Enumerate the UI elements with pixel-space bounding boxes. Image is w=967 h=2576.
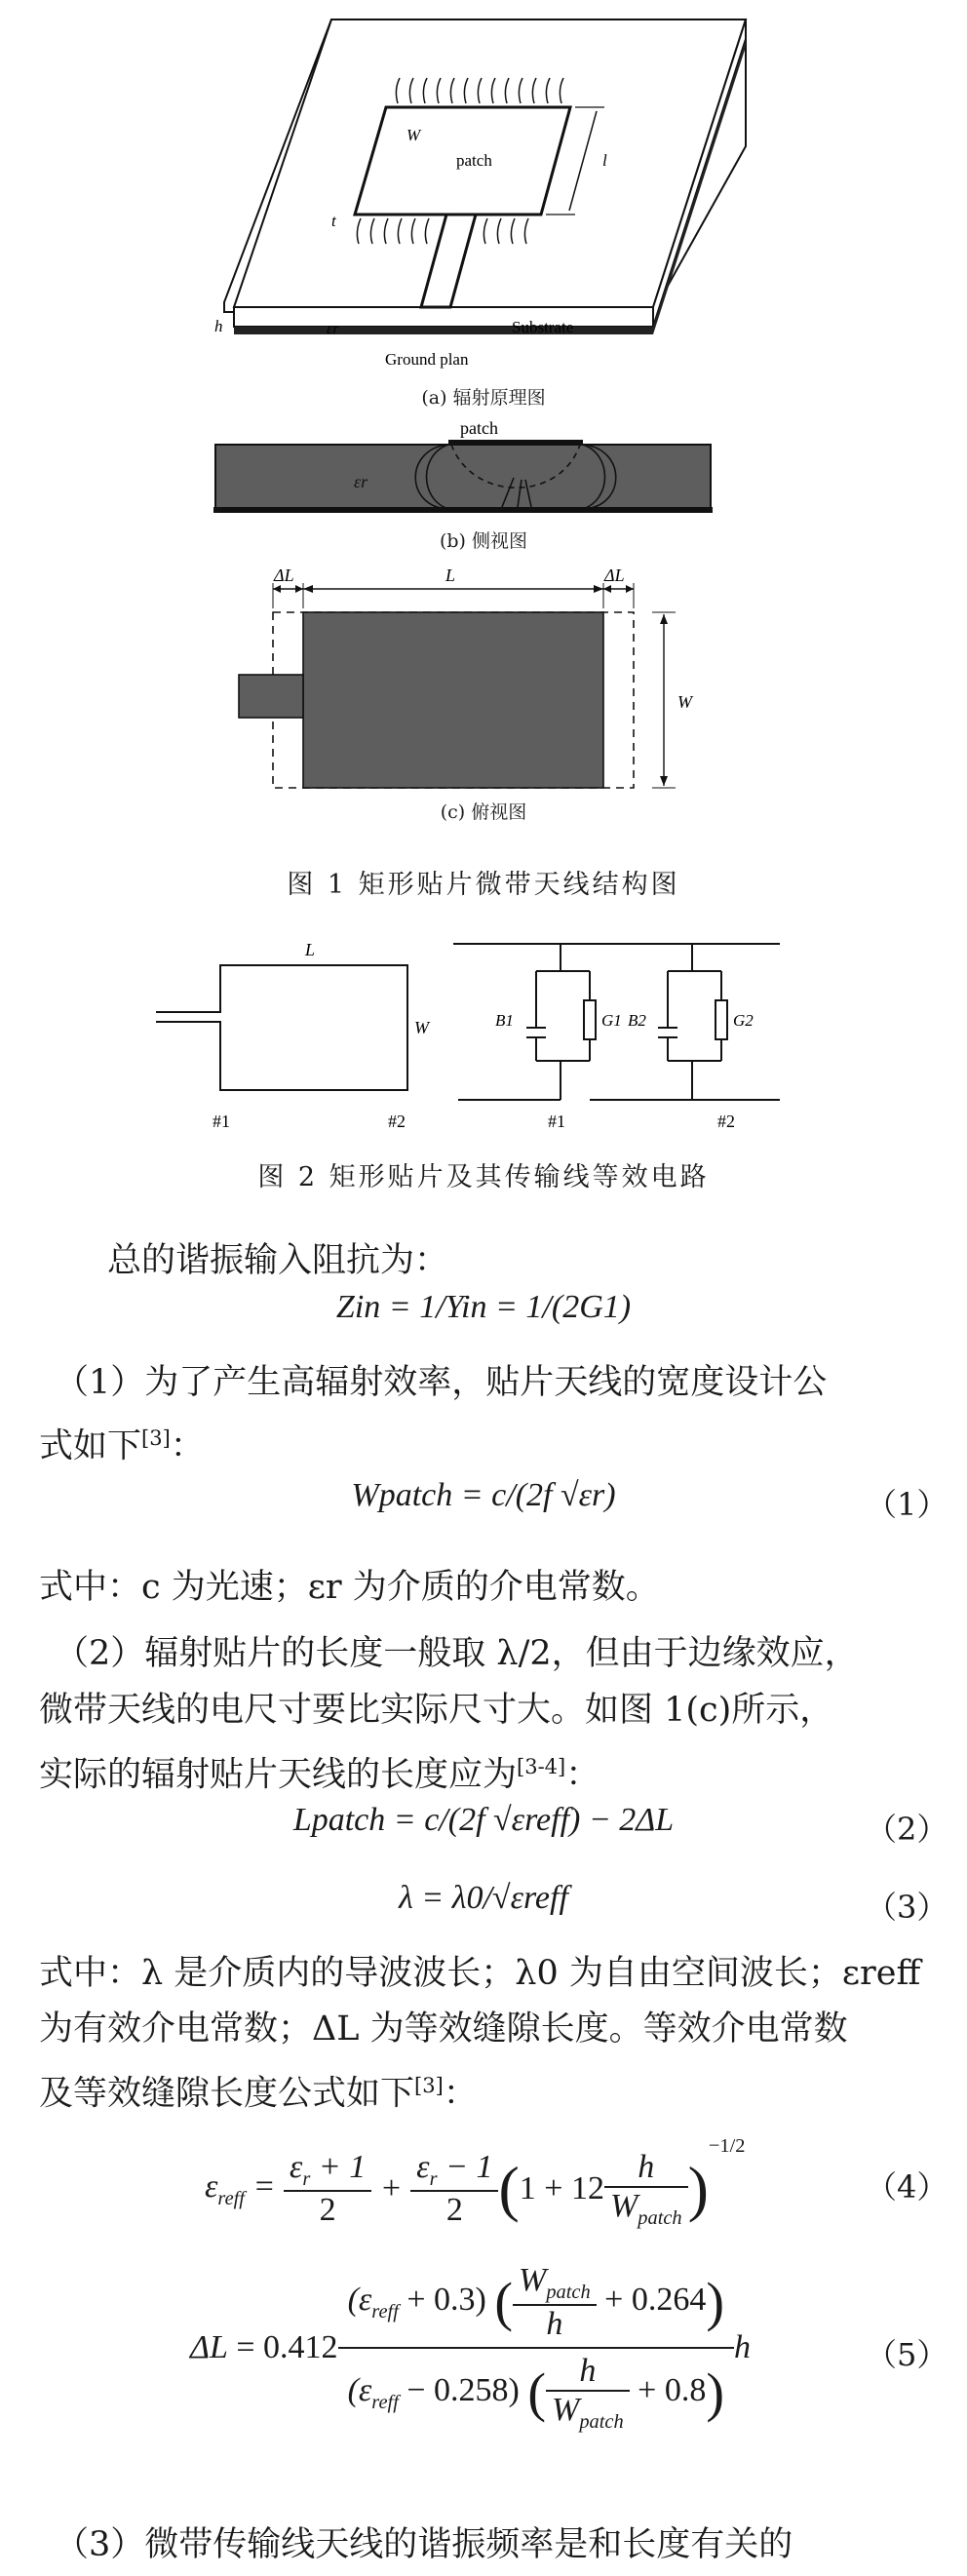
- equation-1: Wpatch = c/(2f √εr): [351, 1477, 616, 1513]
- label-L-fig2: L: [305, 940, 316, 959]
- figure1-panel-c: [229, 566, 707, 809]
- figure2-diagram: [146, 936, 809, 1131]
- label-W-a: W: [406, 126, 421, 144]
- patch-top: [303, 612, 603, 788]
- ground-plane-side: [213, 507, 713, 513]
- label-port1-right: #1: [548, 1112, 565, 1131]
- label-B1: B1: [495, 1011, 514, 1030]
- para-length-line3: 实际的辐射贴片天线的长度应为[3-4]：: [39, 1755, 600, 1795]
- equation-5: ΔL = 0.412 $(\varepsilon_{reff} + 0.3)$ ( $\frac{W_{patch}}{h}$ + 0.264) $(\varepsilon_{reff} - 0.258)$ ( $\frac{h}{W_{patch}}$ + 0.8) h: [190, 2262, 751, 2433]
- caption-c: (c) 俯视图: [440, 801, 527, 823]
- label-patch-a: patch: [456, 151, 492, 170]
- para-width-line1: （1）为了产生高辐射效率，贴片天线的宽度设计公: [55, 1363, 828, 1402]
- ground-plane: [234, 327, 653, 334]
- label-G1: G1: [601, 1011, 622, 1030]
- equation-5-number: （5）: [866, 2336, 948, 2373]
- label-W-fig2: W: [414, 1018, 429, 1037]
- para-where-2-line3: 及等效缝隙长度公式如下[3]：: [39, 2074, 478, 2114]
- ref-3a[interactable]: [3]: [141, 1426, 171, 1450]
- equation-3: λ = λ0/√εreff: [399, 1880, 568, 1916]
- label-dL-right: ΔL: [604, 566, 625, 585]
- figure1-panel-a: [195, 10, 780, 390]
- ref-3-4[interactable]: [3-4]: [517, 1755, 566, 1778]
- para-length-line1: （2）辐射贴片的长度一般取 λ/2，但由于边缘效应，: [55, 1634, 859, 1673]
- label-l-a: l: [602, 151, 607, 170]
- label-er-b: εr: [354, 472, 368, 491]
- figure2-title: 图 2 矩形贴片及其传输线等效电路: [257, 1162, 710, 1192]
- label-substrate: Substrate: [512, 318, 574, 336]
- caption-a: (a) 辐射原理图: [421, 387, 546, 409]
- para-width-line2: 式如下[3]：: [39, 1426, 205, 1466]
- para-intro: 总的谐振输入阻抗为：: [107, 1241, 449, 1280]
- equation-1-number: （1）: [866, 1486, 948, 1523]
- para-where-2-line1: 式中：λ 是介质内的导波波长；λ0 为自由空间波长；εreff: [39, 1954, 921, 1993]
- label-dL-left: ΔL: [274, 566, 294, 585]
- ref-3b[interactable]: [3]: [414, 2074, 444, 2097]
- equation-2-number: （2）: [866, 1811, 948, 1848]
- label-port2-right: #2: [717, 1112, 735, 1131]
- figure1-title: 图 1 矩形贴片微带天线结构图: [287, 870, 680, 900]
- label-B2: B2: [628, 1011, 646, 1030]
- caption-b: (b) 侧视图: [439, 530, 528, 552]
- label-port1-left: #1: [213, 1112, 230, 1131]
- equation-2: Lpatch = c/(2f √εreff) − 2ΔL: [292, 1802, 675, 1838]
- substrate-side: [234, 307, 653, 327]
- label-ground-plan: Ground plan: [385, 350, 469, 369]
- label-h-a: h: [214, 317, 223, 335]
- label-er-a: εr: [327, 321, 339, 337]
- patch-side: [448, 440, 583, 446]
- para-resonance: （3）微带传输线天线的谐振频率是和长度有关的: [55, 2525, 793, 2564]
- equation-3-number: （3）: [866, 1889, 948, 1926]
- label-port2-left: #2: [388, 1112, 406, 1131]
- label-patch-b: patch: [460, 418, 498, 438]
- patch-outline: [156, 965, 407, 1090]
- para-where-1: 式中：c 为光速；εr 为介质的介电常数。: [39, 1568, 660, 1607]
- label-L-c: L: [445, 566, 456, 585]
- para-where-2-line2: 为有效介电常数；ΔL 为等效缝隙长度。等效介电常数: [39, 2010, 848, 2049]
- label-W-c: W: [677, 692, 692, 712]
- feed-top: [239, 675, 303, 718]
- equation-4-number: （4）: [866, 2168, 948, 2205]
- label-t-a: t: [331, 212, 336, 230]
- figure1-panel-b: [210, 410, 716, 527]
- label-G2: G2: [733, 1011, 754, 1030]
- para-length-line2: 微带天线的电尺寸要比实际尺寸大。如图 1(c)所示，: [39, 1691, 834, 1730]
- equation-zin: Zin = 1/Yin = 1/(2G1): [335, 1289, 632, 1325]
- equation-4: $\varepsilon_{reff}$ = $\frac{\varepsilon_r + 1}{2}$ + $\frac{\varepsilon_r - 1}{2}$ ( 1 + 12 $\frac{h}{W_{patch}}$ ) $^{-1/2}$: [205, 2135, 746, 2229]
